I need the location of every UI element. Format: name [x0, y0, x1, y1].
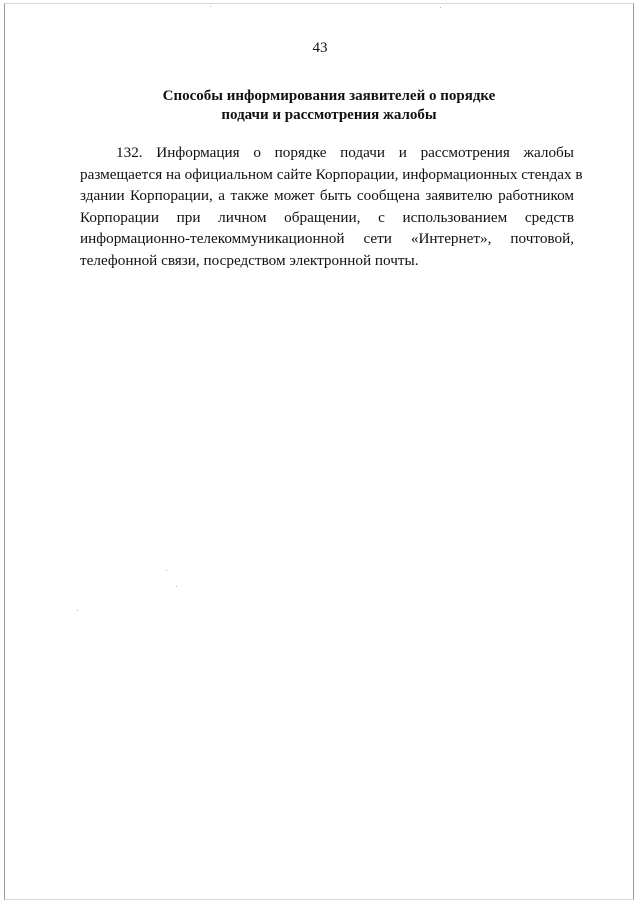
paragraph-132	[80, 142, 583, 272]
paragraph-line: размещается на официальном сайте Корпорации, информационных стендах в	[80, 165, 583, 183]
scan-speck	[210, 6, 211, 7]
scan-speck	[440, 7, 441, 8]
section-heading	[80, 87, 578, 125]
heading-line: подачи и рассмотрения жалобы	[221, 107, 437, 123]
scan-speck	[77, 610, 78, 611]
page-number: 43	[312, 40, 328, 56]
paragraph-line: 132. Информация о порядке подачи и рассмотрения жалобы	[116, 144, 574, 161]
page-frame	[4, 3, 634, 900]
scan-speck	[176, 586, 177, 587]
scan-speck	[166, 570, 167, 571]
paragraph-line: информационно-телекоммуникационной сети «Интернет», почтовой,	[80, 230, 574, 248]
paragraph-line: телефонной связи, посредством электронной почты.	[80, 251, 419, 269]
paragraph-line: здании Корпорации, а также может быть сообщена заявителю работником	[80, 187, 574, 205]
paragraph-line: Корпорации при личном обращении, с использованием средств	[80, 208, 574, 226]
heading-line: Способы информирования заявителей о порядке	[162, 88, 496, 104]
